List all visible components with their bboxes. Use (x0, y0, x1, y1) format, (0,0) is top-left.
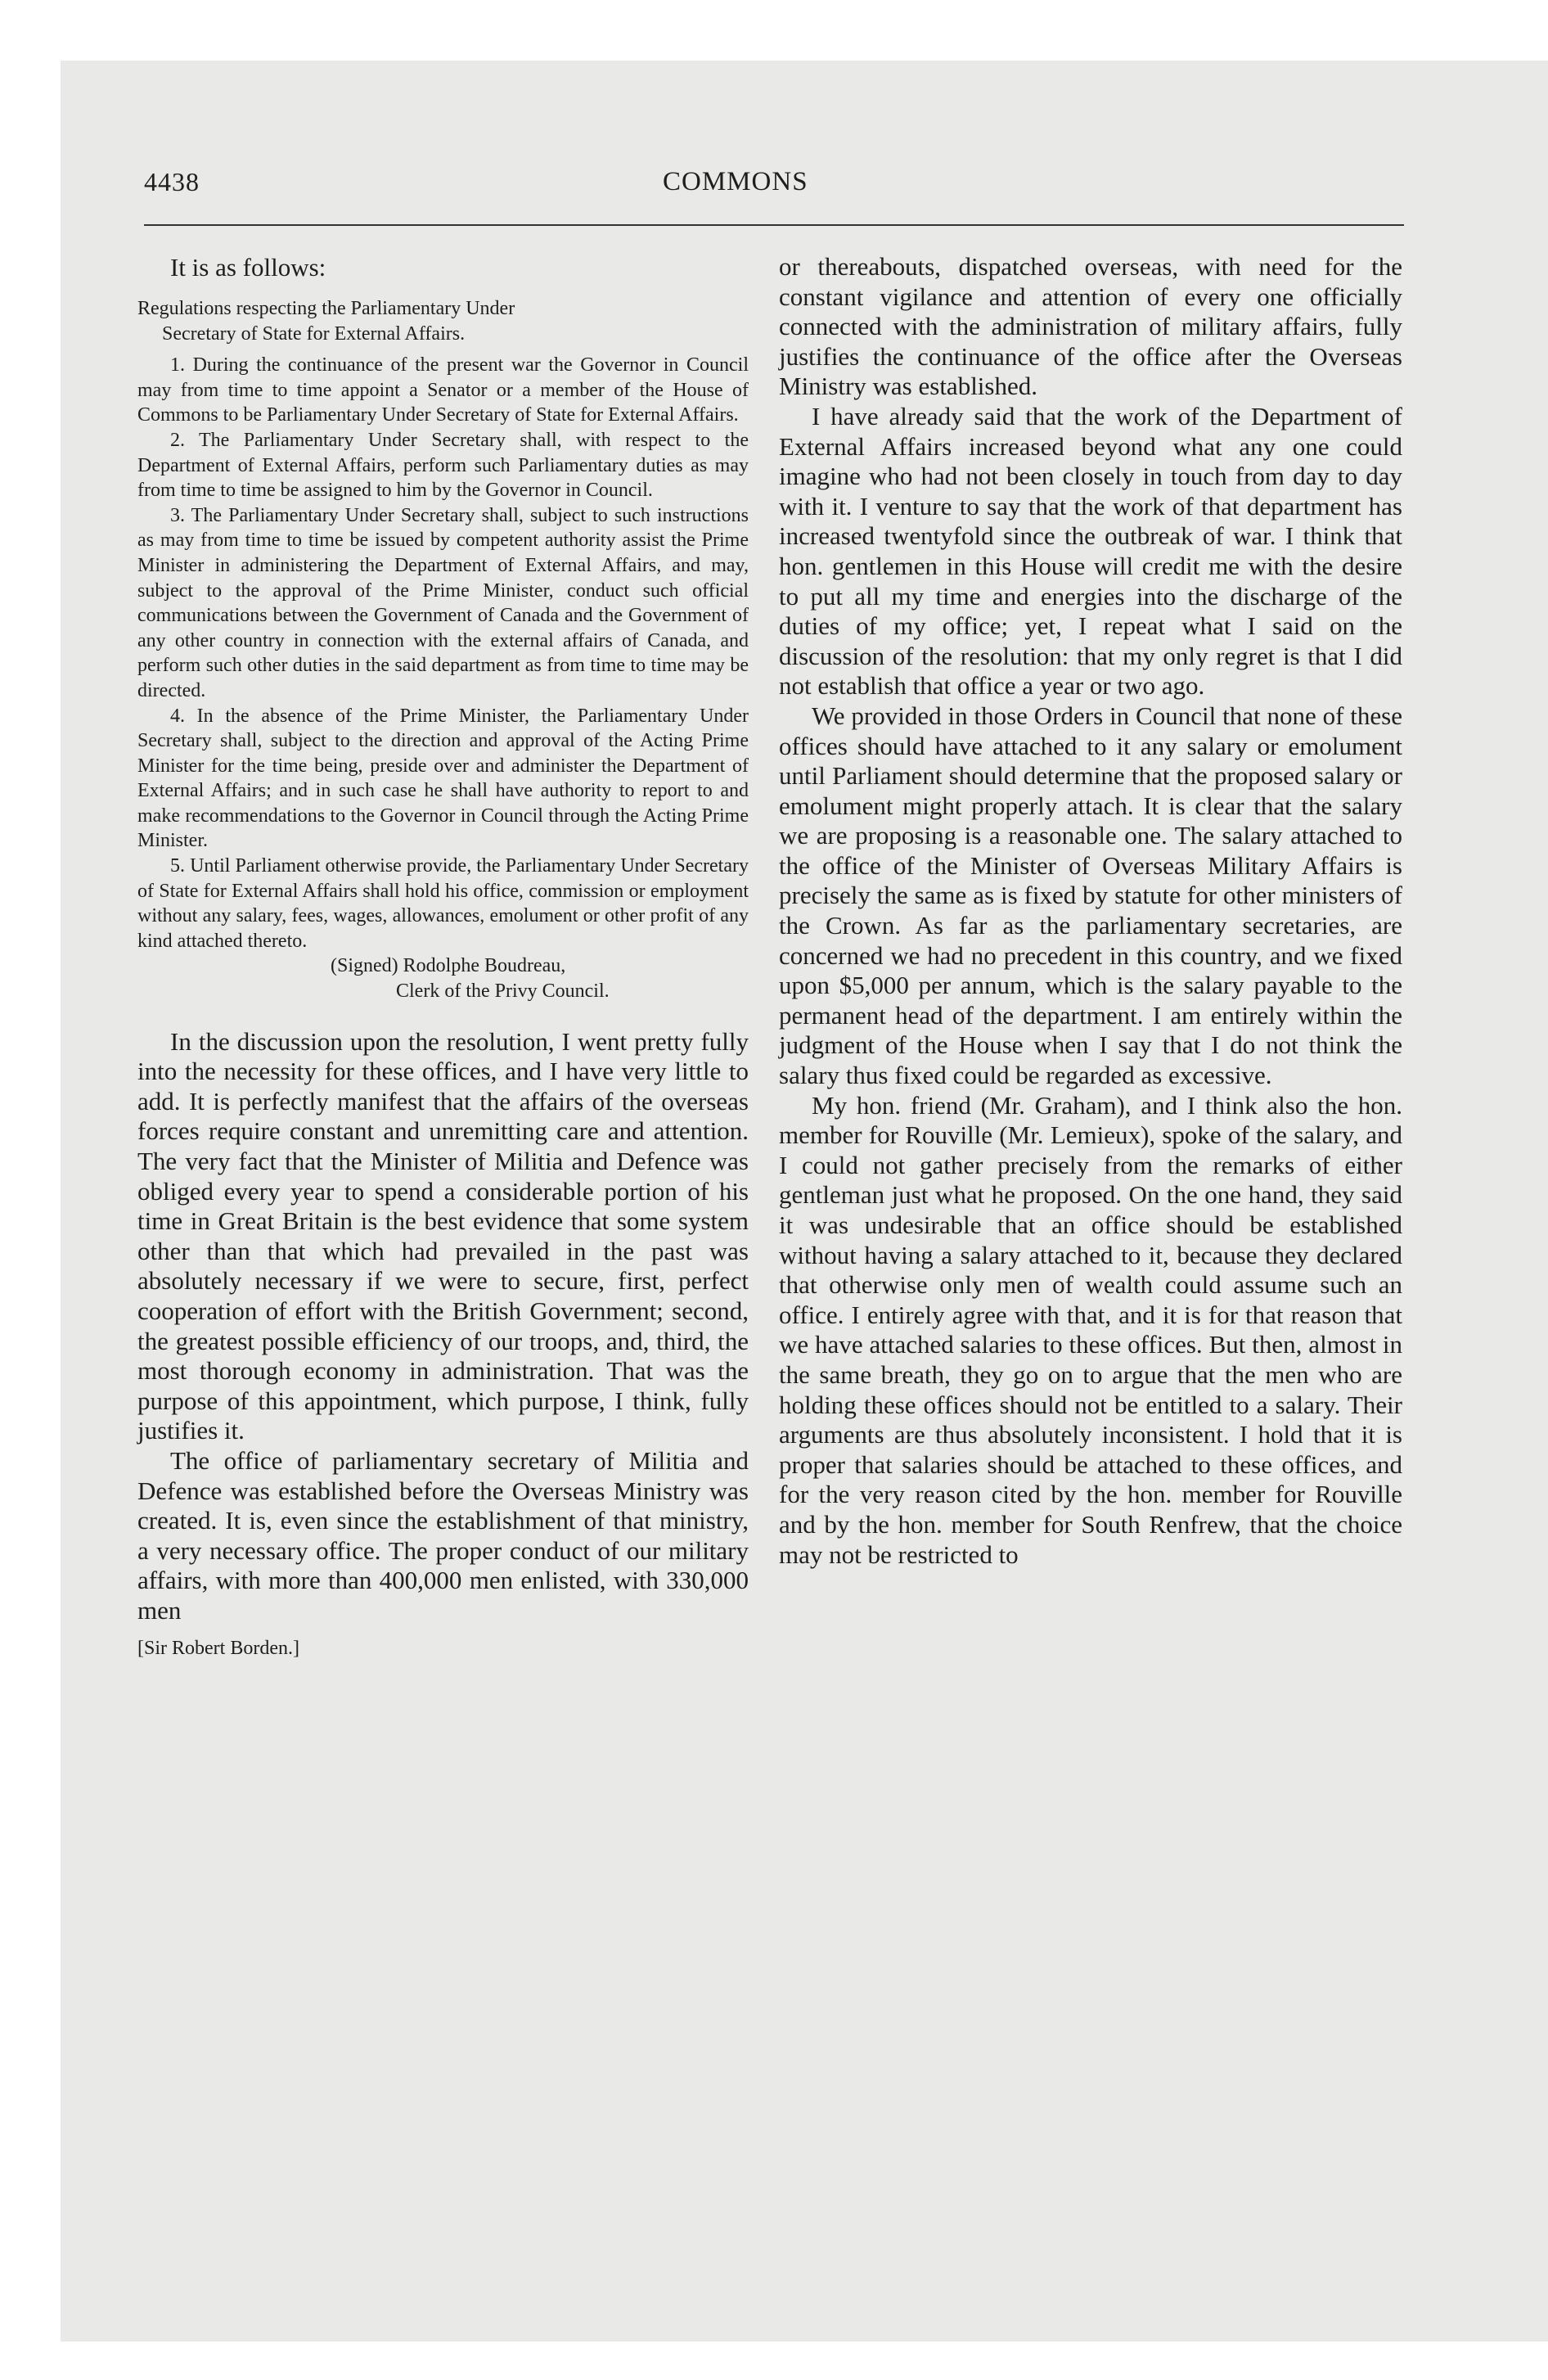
signature-title: Clerk of the Privy Council. (396, 980, 610, 1003)
regulations-title-line-2: Secretary of State for External Affairs. (162, 322, 466, 345)
regulation-clause-3: 3. The Parliamentary Under Secretary shall, subject to such instructions as may from time to time be issued by competent authority assist the Prime Minister in administering the Department of External Affairs, and may, subject to the approval of the Prime Minister, conduct such official communications between the Government of Canada and the Government of any other country in connection with the external affairs of Canada, and perform such other duties in the said department as from time to time may be directed. (137, 504, 749, 701)
left-body (137, 1027, 749, 1626)
regulations-title (137, 296, 749, 346)
regulation-clause-1: 1. During the continuance of the present war the Governor in Council may from time to time appoint a Senator or a member of the House of Commons to be Parliamentary Under Secretary of State for External Affairs. (137, 354, 749, 426)
right-paragraph-3: We provided in those Orders in Council that none of these offices should have attached to it any salary or emolument until Parliament should determine that the proposed salary or emolument might properly attach. It is clear that the salary we are proposing is a reasonable one. The salary attached to the office of the Minister of Overseas Military Affairs is precisely the same as is fixed by statute for other ministers of the Crown. As far as the parliamentary secretaries, are concerned we had no precedent in this country, and we fixed upon $5,000 per annum, which is the salary payable to the permanent head of the department. I am entirely within the judgment of the House when I say that I do not think the salary thus fixed could be regarded as excessive. (779, 701, 1402, 1090)
running-head: COMMONS (663, 167, 808, 196)
signature-line: (Signed) Rodolphe Boudreau, (331, 955, 566, 977)
regulation-clause-4: 4. In the absence of the Prime Minister, the Parliamentary Under Secretary shall, subject to the direction and approval of the Acting Prime Minister for the time being, preside over and administer the Department of External Affairs; and in such case he shall have authority to report to and make recommendations to the Governor in Council through the Acting Prime Minister. (137, 705, 749, 852)
right-paragraph-4: My hon. friend (Mr. Graham), and I think also the hon. member for Rouville (Mr. Lemieux), spoke of the salary, and I could not gather precisely from the remarks of either gentleman just what he proposed. On the one hand, they said it was undesirable that an office should be established without having a salary attached to it, because they declared that otherwise only men of wealth could assume such an office. I entirely agree with that, and it is for that reason that we have attached salaries to these offices. But then, almost in the same breath, they go on to argue that the men who are holding these offices should not be entitled to a salary. Their arguments are thus absolutely inconsistent. I hold that it is proper that salaries should be attached to these offices, and for the very reason cited by the hon. member for Rouville and by the hon. member for South Renfrew, that the choice may not be restricted to (779, 1090, 1402, 1569)
right-column (779, 252, 1402, 1570)
regulation-clause-5: 5. Until Parliament otherwise provide, the Parliamentary Under Secretary of State for External Affairs shall hold his office, commission or employment without any salary, fees, wages, allowances, emolument or other profit of any kind attached thereto. (137, 855, 749, 952)
regulation-clause-2: 2. The Parliamentary Under Secretary shall, with respect to the Department of External Affairs, perform such Parliamentary duties as may from time to time be assigned to him by the Governor in Council. (137, 429, 749, 502)
page-number: 4438 (144, 167, 200, 196)
regulations-title-line-1: Regulations respecting the Parliamentary Under (137, 298, 515, 319)
spacer (137, 1004, 749, 1027)
intro-text: It is as follows: (170, 253, 326, 282)
left-paragraph-1: In the discussion upon the resolution, I went pretty fully into the necessity for these offices, and I have very little to add. It is perfectly manifest that the affairs of the overseas forces require constant and unremitting care and attention. The very fact that the Minister of Militia and Defence was obliged every year to spend a considerable portion of his time in Great Britain is the best evidence that some system other than that which had prevailed in the past was absolutely necessary if we were to secure, first, perfect cooperation of effort with the British Government; second, the greatest possible efficiency of our troops, and, third, the most thorough economy in administration. That was the purpose of this appointment, which purpose, I think, fully justifies it. (137, 1026, 749, 1445)
page-header (83, 167, 1405, 206)
header-rule (144, 224, 1404, 226)
right-paragraph-1: or thereabouts, dispatched overseas, with need for the constant vigilance and attention of every one officially connected with the administration of military affairs, fully justifies the continuance of the office after the Overseas Ministry was established. (779, 252, 1402, 401)
right-paragraph-2: I have already said that the work of the Department of External Affairs increased beyond what any one could imagine who had not been closely in touch from day to day with it. I venture to say that the work of that department has increased twentyfold since the outbreak of war. I think that hon. gentlemen in this House will credit me with the desire to put all my time and energies into the discharge of the duties of my office; yet, I repeat what I said on the discussion of the resolution: that my only regret is that I did not establish that office a year or two ago. (779, 401, 1402, 701)
left-column (137, 252, 749, 1660)
regulations-block (137, 296, 749, 1004)
right-body (779, 252, 1402, 1570)
left-paragraph-2: The office of parliamentary secretary of Militia and Defence was established before the Overseas Ministry was created. It is, even since the establishment of that ministry, a very necessary office. The proper conduct of our military affairs, with more than 400,000 men enlisted, with 330,000 men (137, 1445, 749, 1625)
speaker-tag: [Sir Robert Borden.] (137, 1637, 299, 1659)
